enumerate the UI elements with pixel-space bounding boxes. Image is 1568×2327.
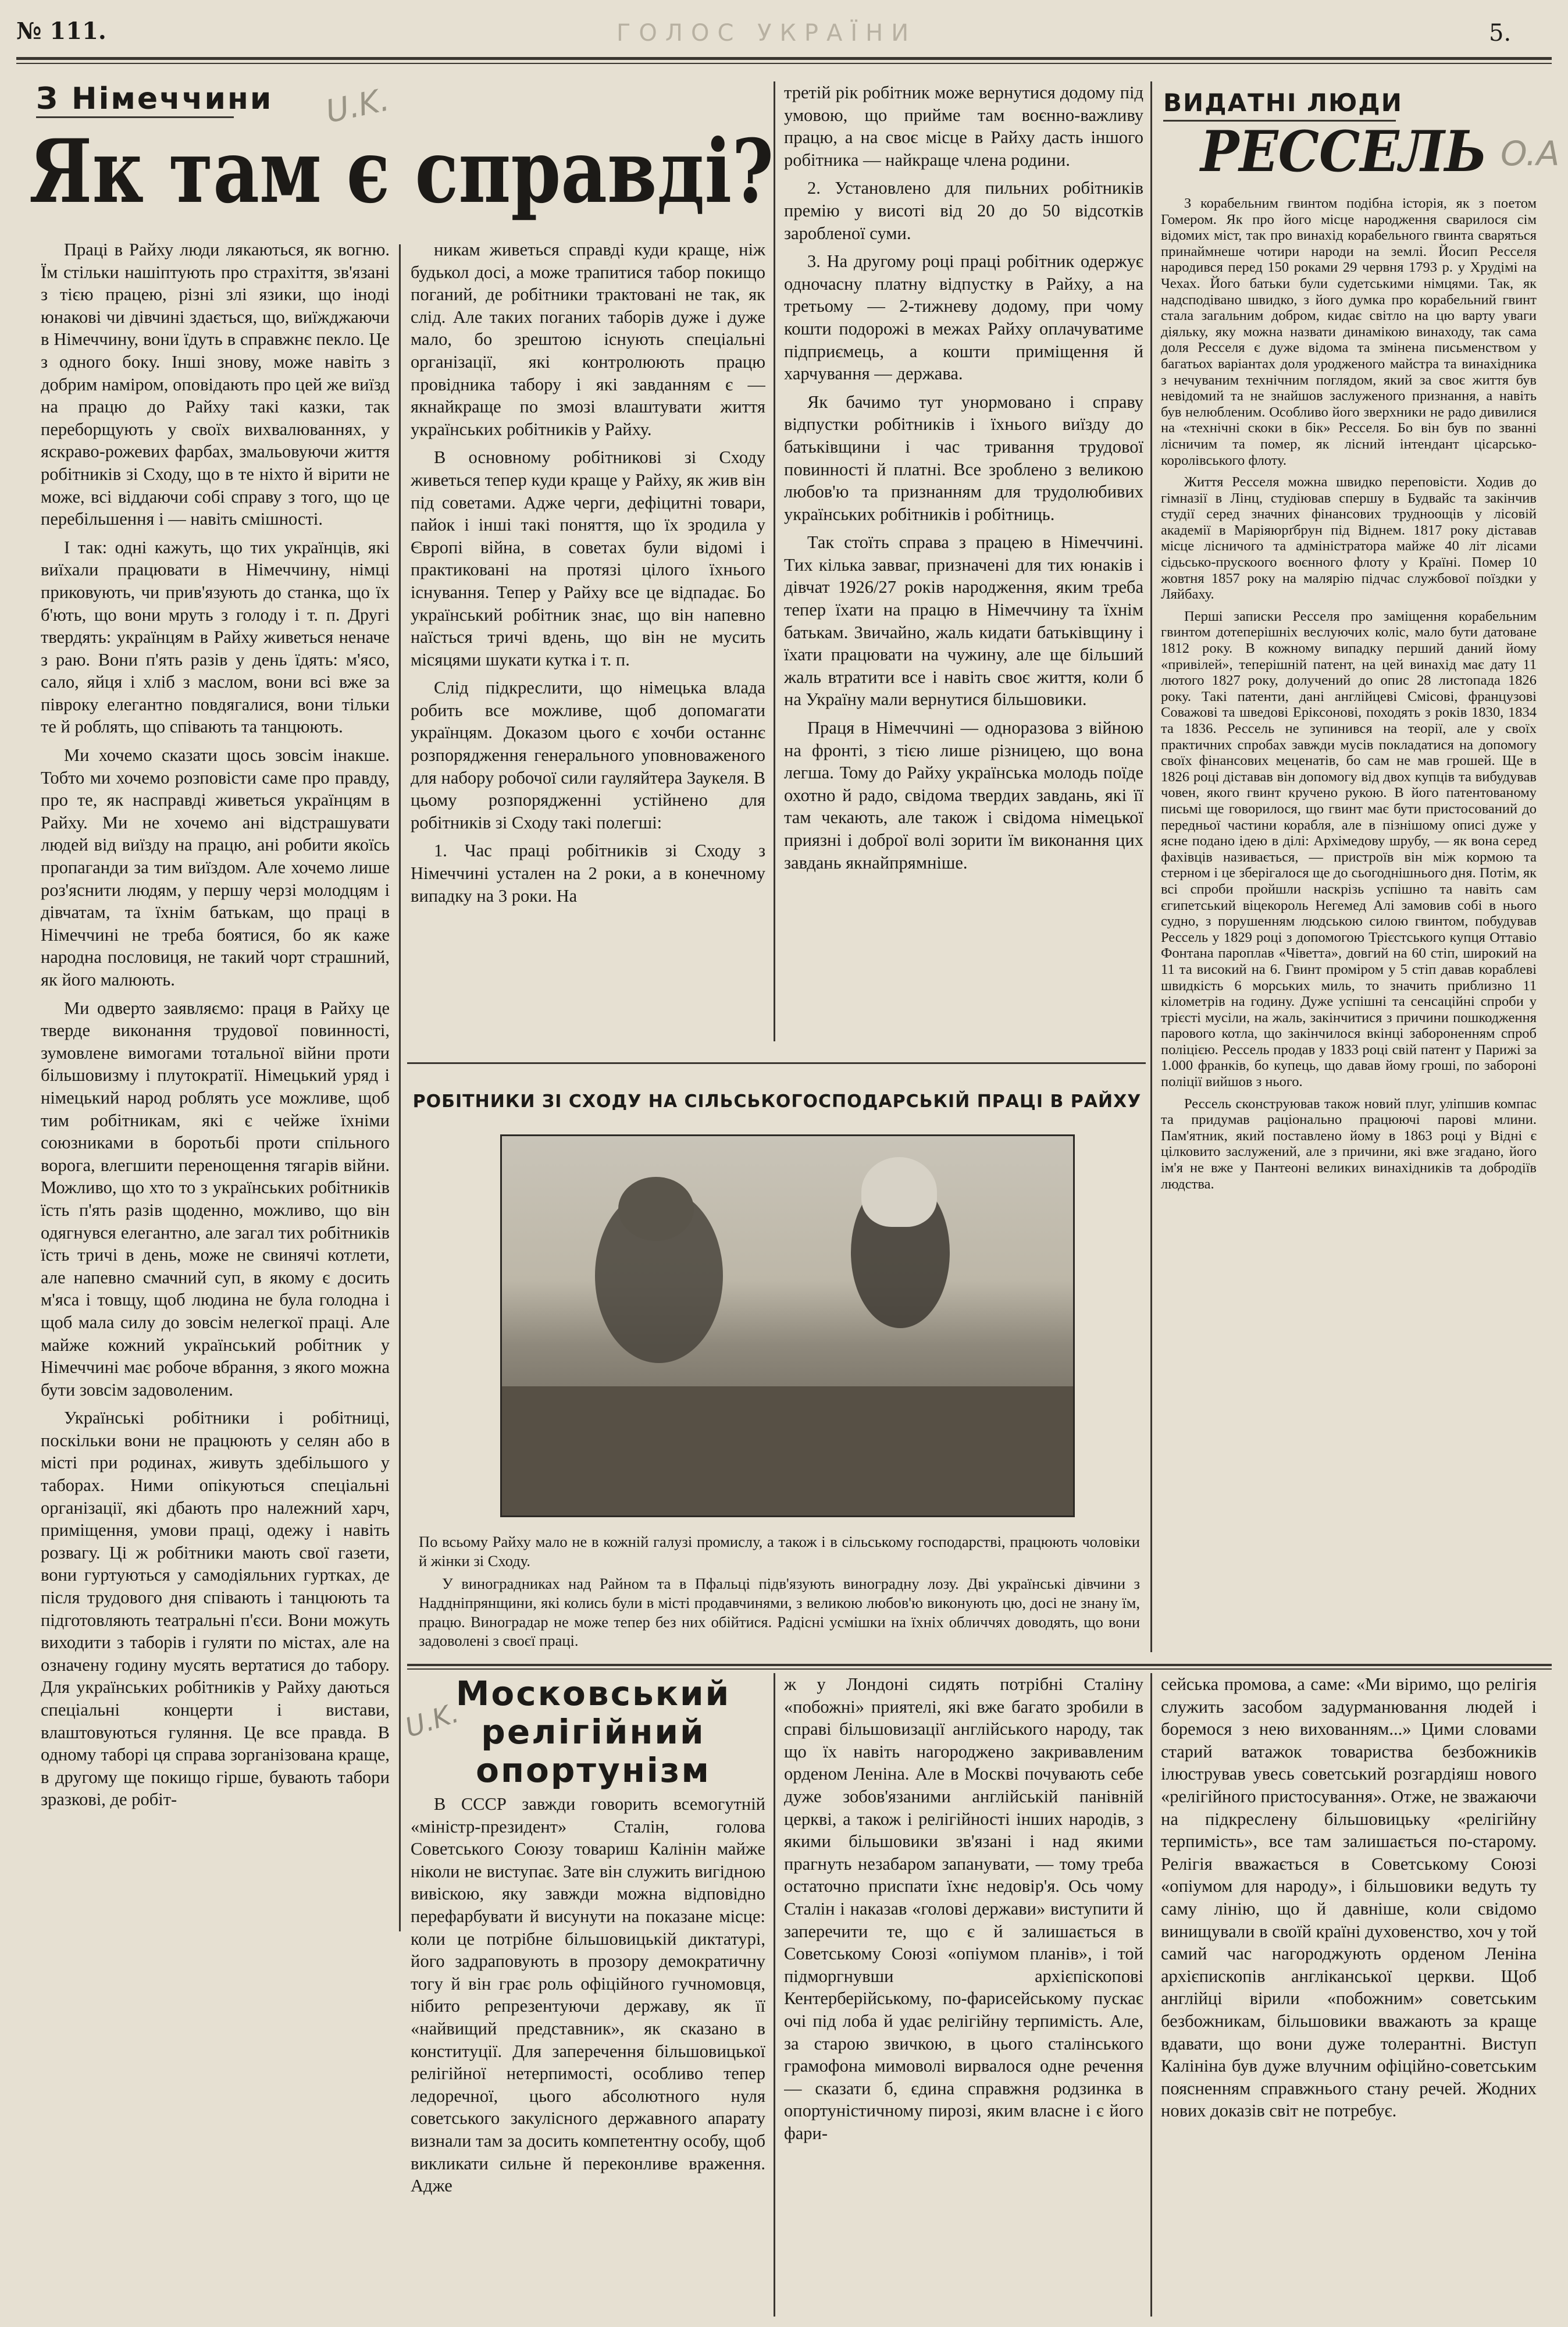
paragraph: Українські робітники і робітниці, поскільки вони не працюють у селян або в місті при родинах, живуть здебільшого у таборах. Ними опікуються спеціальні організації, які дбають про належний харч, приміщення, умови праці, одежу і навіть розвагу. Ці ж робітники мають свої газети, вони гуртуються у самодіяльних гуртках, де після трудового дня співають і танцюють та підготовляють театральні п'єси. Вони можуть виходити з таборів і гуляти по містах, але на означену годину мусять вертатися до табору. Для українських робітників у Райху даються спеціальні концерти і вистави, влаштовуються гуляння. Це все правда. В одному таборі ця справа зорганізована краще, в другому ще покищо гірше, бувають табори зразкові, де робіт- — [41, 1408, 390, 1810]
article-kicker: З Німеччини — [36, 81, 273, 116]
pencil-note: U.K. — [401, 1696, 463, 1744]
article-column-1 — [41, 239, 390, 1926]
bottom-column-1: В СССР завжди говорить всемогутній «міністр-президент» Сталін, голова Советського Союзу товариш Калінін майже ніколи не виступає. Зате він служить вигідною вивіскою, яку завжди можна відповідно перефарбувати й висунути на показане місце: коли це потрібне більшовицькій диктатурі, його задраповують в прозору демократичну тогу й він грає роль офіційного гучномовця, нібито репрезентуючи державу, як її «найвищий представник», як сказано в конституції. Для заперечення більшовицької релігійної нетерпимості, особливо тепер ледоречної, цього абсолютного нуля советського закулісного державного апарату визнали там за досить компетентну особу, щоб викликати сильне й переконливе враження. Адже — [411, 1794, 765, 2196]
masthead-rule — [16, 57, 1552, 60]
paragraph: Ми хочемо сказати щось зовсім інакше. Тобто ми хочемо розповісти саме про правду, про те, як насправді живеться українцям в Райху. Ми не хочемо ані відстрашувати людей від виїзду на працю, ані робити якоїсь пропаганди за тим виїздом. Але хочемо лише роз'яснити людям, у першу черзі молодцям і дівчатам, та їхнім батькам, що праці в Німеччині не треба боятися, бо як каже народна пословиця, не такий чорт страшний, як його малюють. — [41, 745, 390, 990]
paragraph: 3. На другому році праці робітник одержує одночасну платну відпустку в Райху, а на третьому — 2-тижневу додому, при чому кошти подорожі в межах Райху оплачуватиме підприємець, а кошти приміщення й харчування — держава. — [784, 251, 1143, 384]
sidebar-headline: РЕССЕЛЬ — [1200, 119, 1487, 184]
headscarf-right — [861, 1157, 937, 1227]
paragraph: Перші записки Ресселя про заміщення корабельним гвинтом дотеперішніх веслуючих коліс, мало бути датоване 1812 року. В кожному випадку перший даний йому «привілей», теперішній патент, на цей винахід має дату 11 лютого 1827 року, долучений до опис 28 листопада 1826 року. Такі патенти, дані англійцеві Смісові, французові Соважові та шведові Еріксонові, походять з років 1830, 1834 та 1836. Рессель не зупинився на теорії, але у своїх практичних спробах завжди мусів покладатися на допомогу своїх фінансових меценатів, бо сам не мав грошей. Ще в 1826 році діставав він допомогу від двох купців та вибудував човен, якого гвинт кручено рукою. В його патентованому письмі ще говорилося, що гвинт має бути пристосований до передньої частини корабля, але в пізнішому описі дуже у ясне подано ідею в ділі: Архімедову шрубу, — як вона серед фахівців називається, — пристроїв він між кормою та стерном і це зберігалося ще до сьогоднішнього дня. Потім, як всі спроби пройшли наскрізь успішно та навіть сам єгипетський віцекороль Негемед Алі замовив собі в нього судно, з порушенням людською силою гвинтом, побудував Рессель у 1829 році з допомогою Трієстського купця Оттавіо Фонтана пароплав «Чіветта», довгий на 60 стіп, широкий на 11 та високий на 6. Гвинт проміром у 5 стіп давав кораблеві швидкість 6 морських миль, то значить приблизно 11 кілометрів на годину. Дуже успішні та сенсаційні спроби у трієсті мусіли, на жаль, закінчитися з причини пошкодження парового котла, що закінчилося вкінці забороненням спроб поліцією. Рессель продав у 1833 році свій патент у Парижі за 1.000 франків, бо купець, що давав йому гроші, по забороні поліції вийшов з нього. — [1161, 608, 1537, 1090]
column-rule — [1150, 1673, 1152, 2317]
column-rule — [774, 1673, 775, 2317]
paragraph: никам живеться справді куди краще, ніж будькол досі, а може трапитися табор покищо поганий, де робітники трактовані не так, як слід. Але таких поганих таборів дуже і дуже мало, бо зрештою існують спеціальні організації, які контролюють працю провідника табору і які завданням є — якнайкраще по змозі влаштувати життя українських робітників у Райху. — [411, 240, 765, 439]
page-number: 5. — [1489, 20, 1512, 47]
masthead-rule-thin — [16, 63, 1552, 64]
field-ground — [502, 1386, 1073, 1515]
column-rule — [774, 81, 775, 1041]
bottom-article-top-rule-thin — [407, 1668, 1552, 1670]
pencil-note: U.K. — [322, 81, 393, 130]
headscarf-left — [618, 1177, 694, 1241]
pencil-note: O.A — [1501, 134, 1560, 173]
column-rule — [399, 244, 401, 1931]
paragraph: Як бачимо тут унормовано і справу відпустки робітників і їхнього виїзду до батьківщини і час тривання трудової повинності й платні. Все зроблено з великою любов'ю та признанням для трудолюбивих українських робітників і робітниць. — [784, 392, 1143, 524]
paragraph: третій рік робітник може вернутися додому під умовою, що прийме там воєнно-важливу працю, а на своє місце в Райху дасть іншого робітника — найкраще члена родини. — [784, 83, 1143, 170]
bottom-column-2: ж у Лондоні сидять потрібні Сталіну «побожні» приятелі, які вже багато зробили в справі більшовизації англійського народу, так що їх навіть нагороджено закривавленим орденом Леніна. Але в Москві почувають себе дуже зобов'язаними англійській панівній церкві, а також і релігійності інших народів, з якими більшовики зв'язані і над якими прагнуть незабаром запанувати, — тому треба остаточно приспати їхнє недовір'я. Ось чому Сталін і наказав «голові держави» виступити й заперечити те, що є й залишається в Советському Союзі «опіумом планів», і той підморгнувши архієпіскопові Кентерберійському, по-фарисейському пускає очі під лоба й удає релігійну терпимість. Але, за старою звичкою, в цього сталінського грамофона мимоволі вирвалося одне речення — сказати б, єдина справжня родзинка в опортуністичному пирозі, яким власне і є його фари- — [784, 1674, 1143, 2143]
field-work-photo — [500, 1134, 1075, 1517]
bottom-article-headline: Московський релігійний опортунізм — [455, 1674, 731, 1790]
kicker-underline — [36, 116, 234, 118]
paragraph: Ми одверто заявляємо: праця в Райху це тверде виконання трудової повинності, зумовлене вимогами тотальної війни проти більшовизму і плутократії. Німецький уряд і німецький народ роблять усе можливе, щоб тим робітникам, які є чейже їхніми союзниками в боротьбі проти спільного ворога, влегшити перенощення тягарів війни. Можливо, що хто то з українських робітників їсть п'ять разів щоденно, можливо, що він одягнувся елегантно, але загал тих робітників їсть тричі в день, може не свинячі котлети, але напевно смачний суп, в якому є досить м'яса і товщу, щоб людина не була голодна і щоб мала силу до зовсім нелегкої праці. Але майже кожний український робітник у Німеччині має робоче вбрання, з якого можна бути зовсім задоволеним. — [41, 998, 390, 1400]
paragraph: 1. Час праці робітників зі Сходу з Німеччині устален на 2 роки, а в конечному випадку на 3 роки. На — [411, 841, 765, 906]
photo-feature-text: У виноградниках над Райном та в Пфальці підв'язують виноградну лозу. Дві українські дівчини з Наддніпрянщини, які колись були в місті продавчинями, з великою любов'ю виконують цю, досі не знану їм, працю. Виноградар не може тепер без них обійтися. Радісні усмішки на їхніх обличчях доводять, що вони задоволені з своєї праці. — [419, 1575, 1140, 1650]
article-column-2 — [411, 239, 765, 1053]
bottom-column-3: сейська промова, а саме: «Ми віримо, що релігія служить засобом задурманювання людей і боремося з нею вихованням...» Цими словами старий ватажок товариства безбожників ілюстрував увесь советський розгардіяш нового «релігійного пристосування». Отже, не зважаючи на підкреслену більшовицьку «релігійну терпимість», все там залишається по-старому. Релігія вважається в Советському Союзі «опіумом для народу», і більшовики ведуть ту саму лінію, що й давніше, коли свідомо винищували в своїй країні духовенство, хоч у той самий час нагороджують орденом Леніна архієпископів англіканської церкви. Щоб англійці вірили «побожним» советським безбожникам, більшовики вважають за краще вдавати, що вони дуже толерантні. Виступ Калініна був дуже влучним офіційно-советським поясненням справжнього стану речей. Жодних нових доказів світ не потребує. — [1161, 1674, 1537, 2121]
photo-feature-headline: РОБІТНИКИ ЗІ СХОДУ НА СІЛЬСЬКОГОСПОДАРСЬКІЙ ПРАЦІ В РАЙХУ — [412, 1091, 1142, 1112]
photo-feature-top-rule — [407, 1062, 1146, 1064]
paragraph: Рессель сконструював також новий плуг, уліпшив компас та придумав раціонально працюючі парові млини. Пам'ятник, який поставлено йому в 1863 році у Відні є цілковито заслужений, але з причини, які вже згадано, його ім'я не вже у Пантеоні великих винахідників та добродіїв людства. — [1161, 1095, 1537, 1192]
paragraph: Праця в Німеччині — одноразова з війною на фронті, з тією лише різницею, що вона легша. Тому до Райху українська молодь поїде охотно й радо, свідома твердих завдань, які її там чекають, але також і свідома німецької приязні і доброї волі зорити їм виконання цих завдань якнайпрямніше. — [784, 718, 1143, 873]
paragraph: В основному робітникові зі Сходу живеться тепер куди краще у Райху, як жив він під советами. Адже черги, дефіцитні товари, пайок і інші такі поняття, що їх зродила у Європі війна, в советах були відомі і практиковані на протязі цілого їхнього існування. Тепер у Райху все це відпадає. Бо український робітник знає, що він напевно наїсться тричі вдень, що він не мусить місяцями шукати кутка і т. п. — [411, 447, 765, 670]
column-rule — [1150, 81, 1152, 1652]
paragraph: Слід підкреслити, що німецька влада робить все можливе, щоб допомагати українцям. Доказом цього є хочби останнє розпорядження генерального уповноваженого для набору робочої сили гауляйтера Заукеля. В цьому розпорядженні устійнено для робітників зі Сходу такі полегші: — [411, 678, 765, 832]
sidebar-kicker: ВИДАТНІ ЛЮДИ — [1163, 88, 1403, 117]
newspaper-title: ГОЛОС УКРАЇНИ — [616, 20, 917, 47]
sidebar-body — [1161, 195, 1537, 1656]
paragraph: З корабельним гвинтом подібна історія, як з поетом Гомером. Як про його місце народження сварилося сім відомих міст, так про винахід корабельного гвинта сваряться принаймнеше чотири народи на землі. Йосип Ресселя народився перед 150 роками 29 червня 1793 р. у Хрудімі на Чехах. Його батьки були судетськими німцями. Так, як надсподівано швидко, з його думка про корабельний гвинт стала загальним добром, кидає світло на цю варту уваги діяльку, яку можна назвати динамікою винаходу, так сама доля Ресселя є дуже відома та змінена письменством у багатьох варіантах доля уродженого майстра та винахідника з нечуваним технічним поглядом, який за своє життя був невідомий та не знайшов заслуженого признання, а навіть був нелюбленим. Особливо його зверхники не радо дивилися на «технічні скоки в бік» Ресселя. Бо він був по званні лісничим та помер, як лісний інтендант цісарсько-королівського флоту. — [1161, 195, 1537, 468]
paragraph: Так стоїть справа з працею в Німеччині. Тих кілька завваг, призначені для тих юнаків і дівчат 1926/27 років народження, яким треба тепер їхати на працю в Німеччину та їхнім батькам. Звичайно, жаль кидати батьківщину і їхати працювати на чужину, але ще більший жаль втратити все і навіть своє життя, коли б на Україну мали вернутися більшовики. — [784, 532, 1143, 710]
paragraph: Життя Ресселя можна швидко переповісти. Ходив до гімназії в Лінц, студіював спершу в Будвайс та закінчив студії серед значних фінансових трудноощів у лісовій академії в Маріяюрґбрун під Віднем. 1817 року діставав місце лісничого та адміністратора майже 40 літ лісами сідьсько-прускоого воєнного флоту у Країні. Помер 10 жовтня 1857 року на малярію підчас службової поїздки у Ляйбаху. — [1161, 474, 1537, 603]
issue-number: № 111. — [16, 17, 106, 45]
article-column-3 — [784, 81, 1143, 1053]
article-headline: Як там є справді? — [29, 120, 774, 223]
paragraph: Праці в Райху люди лякаються, як вогню. Їм стільки нашіптують про страхіття, зв'язані з тією працею, різні злі язики, що іноді юнакові чи дівчині здається, що, виїжджаючи в Німеччину, вони їдуть в справжнє пекло. Це з одного боку. Інші знову, може навіть з добрим наміром, оповідають про цей же виїзд на працю до Райху такі казки, так переборщують у своїх вихвалюваннях, у яскраво-рожевих фарбах, змальовуючи життя робітників зі Сходу, що в те ніхто й вірити не може, всі віддаючи собі справу з того, що це перебільшення і — навіть смішності. — [41, 240, 390, 529]
paragraph: 2. Установлено для пильних робітників премію у висоті від 20 до 50 відсотків заробленої суми. — [784, 178, 1143, 243]
paragraph: І так: одні кажуть, що тих українців, які виїхали працювати в Німеччину, німці приковують, чи прив'язують до станка, що їх б'ють, що вони мруть з голоду і т. п. Другі твердять: українцям в Райху живеться неначе з раю. Вони п'ять разів у день їдять: м'ясо, сало, яйця і хліб з маслом, вони всі вже за півроку елегантно повдягалися, вони тільки те й роблять, що співають та танцюють. — [41, 537, 390, 737]
bottom-article-top-rule — [407, 1664, 1552, 1666]
photo-caption: По всьому Райху мало не в кожній галузі промислу, а також і в сільському господарстві, працюють чоловіки й жінки зі Сходу. — [419, 1533, 1140, 1570]
